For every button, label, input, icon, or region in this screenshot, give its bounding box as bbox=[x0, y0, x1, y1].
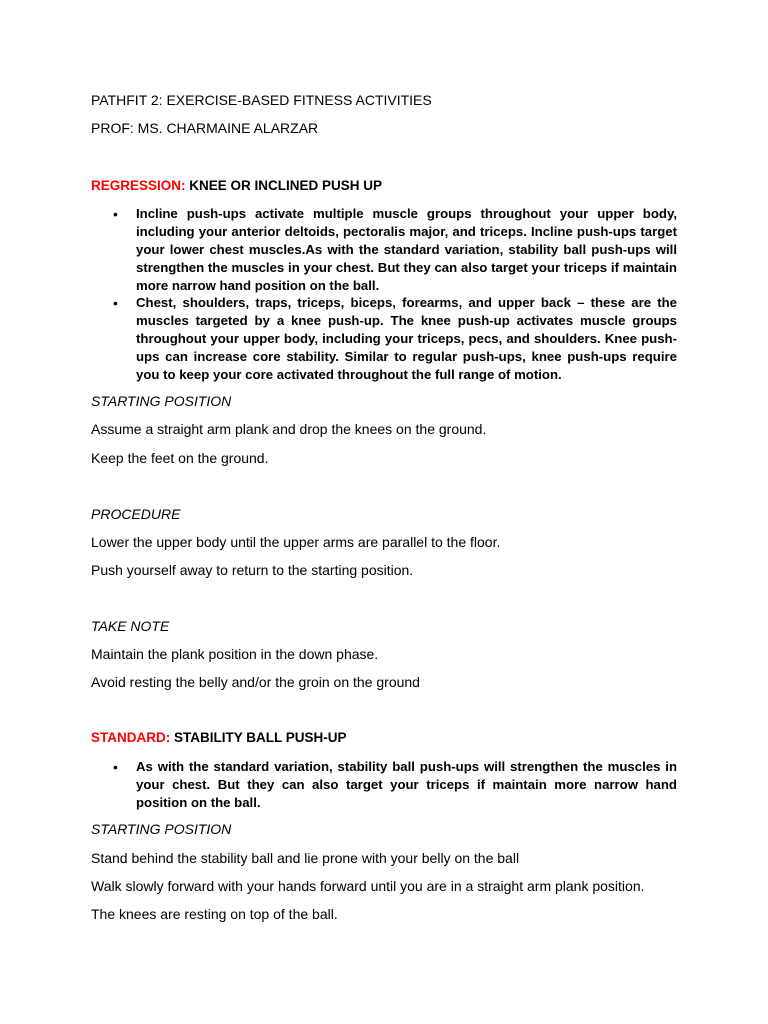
regression-label: REGRESSION: bbox=[91, 178, 186, 193]
standard-starting-step-2: Walk slowly forward with your hands forward until you are in a straight arm plank position. bbox=[91, 878, 645, 894]
standard-label: STANDARD: bbox=[91, 730, 171, 745]
procedure-step-2: Push yourself away to return to the starting position. bbox=[91, 562, 414, 578]
standard-bullet-1: As with the standard variation, stability ball push-ups will strengthen the muscles in your chest. But they can also target your triceps if maintain more narrow hand position on the ball. bbox=[136, 759, 677, 810]
standard-title: STABILITY BALL PUSH-UP bbox=[174, 730, 347, 745]
regression-heading bbox=[91, 177, 382, 194]
bullet-icon: • bbox=[113, 759, 118, 775]
starting-step-1: Assume a straight arm plank and drop the knees on the ground. bbox=[91, 421, 487, 437]
regression-bullet-2: Chest, shoulders, traps, triceps, biceps, forearms, and upper back – these are the muscles targeted by a knee push-up. The knee push-up activates muscle groups throughout your upper body, including your triceps, pecs, and shoulders. Knee push-ups can increase core stability. Similar to regular push-ups, knee push-ups require you to keep your core activated throughout the full range of motion. bbox=[136, 295, 677, 382]
regression-title: KNEE OR INCLINED PUSH UP bbox=[189, 178, 383, 193]
standard-starting-step-1: Stand behind the stability ball and lie prone with your belly on the ball bbox=[91, 850, 520, 866]
bullet-icon: • bbox=[113, 206, 118, 222]
note-2: Avoid resting the belly and/or the groin on the ground bbox=[91, 674, 420, 690]
procedure-step-1: Lower the upper body until the upper arms are parallel to the floor. bbox=[91, 534, 501, 550]
procedure-heading: PROCEDURE bbox=[91, 506, 181, 522]
course-title: PATHFIT 2: EXERCISE-BASED FITNESS ACTIVITIES bbox=[91, 92, 432, 108]
take-note-heading: TAKE NOTE bbox=[91, 618, 170, 634]
regression-bullet-1: Incline push-ups activate multiple muscle groups throughout your upper body, including your anterior deltoids, pectoralis major, and triceps. Incline push-ups target your lower chest muscles.As with the standard variation, stability ball push-ups will strengthen the muscles in your chest. But they can also target your triceps if maintain more narrow hand position on the ball. bbox=[136, 206, 677, 293]
standard-heading bbox=[91, 729, 347, 746]
note-1: Maintain the plank position in the down phase. bbox=[91, 646, 379, 662]
standard-starting-heading: STARTING POSITION bbox=[91, 821, 232, 837]
starting-step-2: Keep the feet on the ground. bbox=[91, 450, 269, 466]
standard-starting-step-3: The knees are resting on top of the ball. bbox=[91, 906, 338, 922]
professor-line: PROF: MS. CHARMAINE ALARZAR bbox=[91, 120, 319, 136]
starting-position-heading: STARTING POSITION bbox=[91, 393, 232, 409]
bullet-icon: • bbox=[113, 295, 118, 311]
